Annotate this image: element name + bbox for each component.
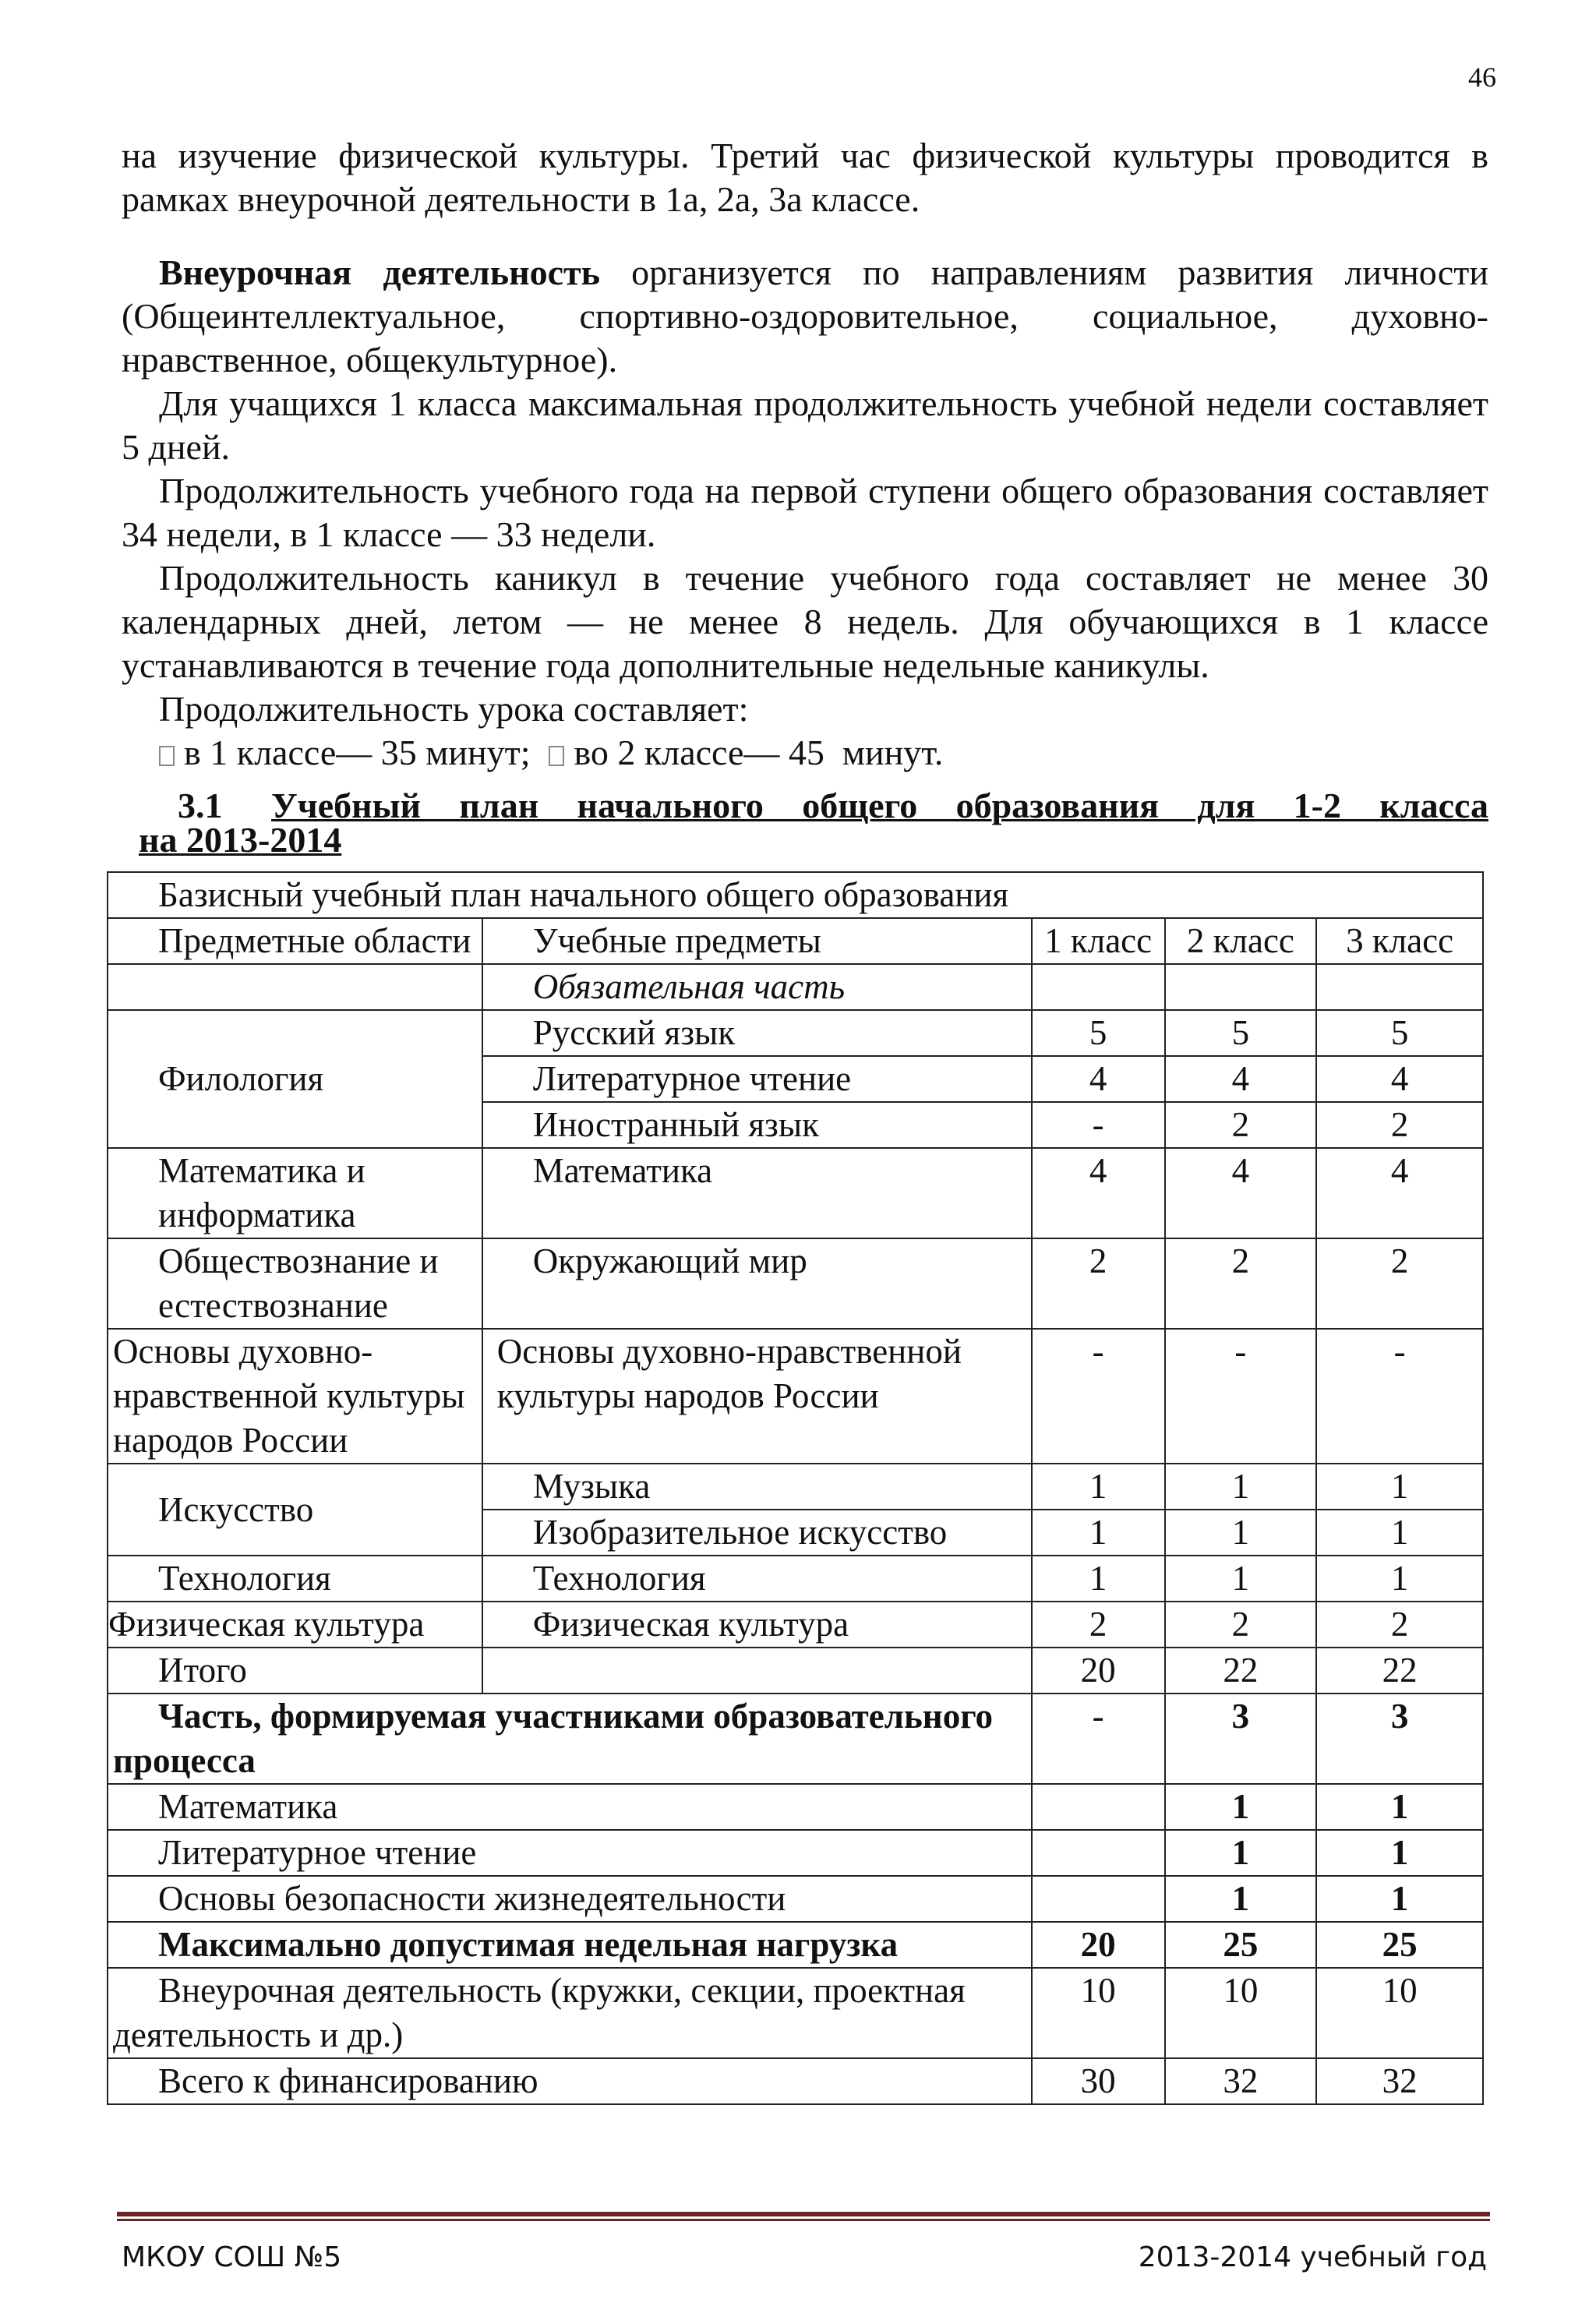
value-cell: 1 <box>1032 1556 1165 1602</box>
subject-cell: Окружающий мир <box>482 1238 1032 1329</box>
subject-cell: Математика <box>482 1148 1032 1238</box>
bullet-text: в 1 классе— 35 минут; <box>184 733 531 772</box>
funding-label: Всего к финансированию <box>108 2058 1032 2104</box>
table-row <box>108 1830 1483 1876</box>
footer-year: 2013-2014 учебный год <box>1138 2241 1487 2273</box>
value-cell: 3 <box>1165 1694 1317 1784</box>
subject-cell: Музыка <box>482 1464 1032 1510</box>
value-cell: 2 <box>1165 1238 1317 1329</box>
table-header-row <box>108 918 1483 964</box>
table-row <box>108 1010 1483 1056</box>
section-number: 3.1 <box>178 786 223 825</box>
value-cell: 2 <box>1032 1238 1165 1329</box>
table-row <box>108 1238 1483 1329</box>
value-cell: 10 <box>1032 1968 1165 2058</box>
value-cell: 1 <box>1165 1876 1317 1922</box>
value-cell: 4 <box>1165 1056 1317 1102</box>
table-row <box>108 1968 1483 2058</box>
value-cell: 10 <box>1316 1968 1483 2058</box>
subject-cell: Физическая культура <box>482 1602 1032 1648</box>
value-cell: 5 <box>1316 1010 1483 1056</box>
value-cell: 32 <box>1165 2058 1317 2104</box>
table-row <box>108 1648 1483 1694</box>
subject-cell: Основы духовно-нравственной культуры народов России <box>482 1329 1032 1464</box>
value-cell: 20 <box>1032 1922 1165 1968</box>
paragraph: на изучение физической культуры. Третий час физической культуры проводится в рамках внеурочной деятельности в 1а, 2а, 3а классе. <box>122 136 1488 219</box>
area-cell: Технология <box>108 1556 482 1602</box>
value-cell: 1 <box>1165 1784 1317 1830</box>
value-cell: - <box>1032 1694 1165 1784</box>
table-row <box>108 1876 1483 1922</box>
area-cell: Математика и информатика <box>108 1148 482 1238</box>
value-cell: - <box>1032 1329 1165 1464</box>
value-cell: 32 <box>1316 2058 1483 2104</box>
table-row <box>108 1464 1483 1510</box>
value-cell: 1 <box>1165 1830 1317 1876</box>
value-cell: 1 <box>1316 1830 1483 1876</box>
subject-cell: Основы безопасности жизнедеятельности <box>108 1876 1032 1922</box>
value-cell: 2 <box>1316 1238 1483 1329</box>
value-cell: 2 <box>1316 1602 1483 1648</box>
value-cell: 22 <box>1316 1648 1483 1694</box>
subject-cell: Литературное чтение <box>108 1830 1032 1876</box>
footer-school: МКОУ СОШ №5 <box>122 2241 342 2273</box>
area-cell: Основы духовно-нравственной культуры народов России <box>108 1329 482 1464</box>
checkbox-bullet-icon <box>159 746 175 766</box>
part-label: Часть, формируемая участниками образовательного процесса <box>108 1694 1032 1784</box>
paragraph-text: организуется по направлениям развития личности (Общеинтеллектуальное, спортивно-оздоровительное, социальное, духовно-нравственное, общекультурное). <box>122 253 1489 380</box>
value-cell <box>1032 1876 1165 1922</box>
table-row <box>108 1784 1483 1830</box>
area-cell: Физическая культура <box>108 1602 482 1648</box>
bullet-line <box>122 731 1488 775</box>
value-cell: 25 <box>1165 1922 1317 1968</box>
section-heading <box>139 786 1488 860</box>
value-cell: 1 <box>1316 1464 1483 1510</box>
value-cell: 5 <box>1165 1010 1317 1056</box>
value-cell: 1 <box>1165 1510 1317 1556</box>
value-cell: 4 <box>1316 1148 1483 1238</box>
bold-term: Внеурочная деятельность <box>159 253 600 292</box>
value-cell <box>1032 1784 1165 1830</box>
subject-cell: Иностранный язык <box>482 1102 1032 1148</box>
value-cell: 2 <box>1165 1602 1317 1648</box>
table-row <box>108 872 1483 918</box>
table-row <box>108 1148 1483 1238</box>
value-cell: 1 <box>1032 1464 1165 1510</box>
subject-cell: Литературное чтение <box>482 1056 1032 1102</box>
table-caption: Базисный учебный план начального общего образования <box>108 872 1483 918</box>
value-cell: 1 <box>1165 1464 1317 1510</box>
value-cell: 1 <box>1316 1876 1483 1922</box>
table-row <box>108 1694 1483 1784</box>
page-number: 46 <box>1468 62 1496 93</box>
footer-divider <box>117 2212 1490 2216</box>
paragraph: Продолжительность урока составляет: <box>159 689 749 729</box>
value-cell: - <box>1316 1329 1483 1464</box>
value-cell: 22 <box>1165 1648 1317 1694</box>
area-cell: Филология <box>108 1010 482 1148</box>
value-cell: 5 <box>1032 1010 1165 1056</box>
subject-cell: Математика <box>108 1784 1032 1830</box>
table-row <box>108 964 1483 1010</box>
header-area: Предметные области <box>108 918 482 964</box>
body-text <box>122 134 1488 775</box>
area-cell: Обществознание и естествознание <box>108 1238 482 1329</box>
mandatory-part-label: Обязательная часть <box>482 964 1032 1010</box>
value-cell: 30 <box>1032 2058 1165 2104</box>
value-cell: 1 <box>1032 1510 1165 1556</box>
max-load-label: Максимально допустимая недельная нагрузка <box>108 1922 1032 1968</box>
area-cell: Искусство <box>108 1464 482 1556</box>
table-row <box>108 2058 1483 2104</box>
header-grade-2: 2 класс <box>1165 918 1317 964</box>
value-cell: 25 <box>1316 1922 1483 1968</box>
section-title: Учебный план начального общего образования для 1-2 класса <box>271 786 1488 825</box>
paragraph <box>122 251 1488 382</box>
value-cell: 2 <box>1165 1102 1317 1148</box>
total-label: Итого <box>108 1648 482 1694</box>
value-cell: 4 <box>1032 1148 1165 1238</box>
value-cell: 4 <box>1032 1056 1165 1102</box>
subject-cell: Русский язык <box>482 1010 1032 1056</box>
subject-cell: Изобразительное искусство <box>482 1510 1032 1556</box>
value-cell: 1 <box>1165 1556 1317 1602</box>
value-cell: 1 <box>1316 1556 1483 1602</box>
table-row <box>108 1602 1483 1648</box>
section-title-cont: на 2013-2014 <box>139 820 342 860</box>
table-row <box>108 1922 1483 1968</box>
value-cell: 20 <box>1032 1648 1165 1694</box>
table-row <box>108 1329 1483 1464</box>
paragraph: Продолжительность учебного года на первой ступени общего образования составляет 34 недели, в 1 классе — 33 недели. <box>122 471 1488 554</box>
value-cell: 4 <box>1165 1148 1317 1238</box>
value-cell: 4 <box>1316 1056 1483 1102</box>
value-cell: 3 <box>1316 1694 1483 1784</box>
checkbox-bullet-icon <box>549 746 564 766</box>
value-cell: 2 <box>1316 1102 1483 1148</box>
bullet-text: во 2 классе— 45 минут. <box>574 733 944 772</box>
header-grade-1: 1 класс <box>1032 918 1165 964</box>
value-cell: - <box>1165 1329 1317 1464</box>
header-grade-3: 3 класс <box>1316 918 1483 964</box>
value-cell: 10 <box>1165 1968 1317 2058</box>
header-subject: Учебные предметы <box>482 918 1032 964</box>
value-cell: 2 <box>1032 1602 1165 1648</box>
value-cell: 1 <box>1316 1510 1483 1556</box>
value-cell <box>1032 1830 1165 1876</box>
value-cell: 1 <box>1316 1784 1483 1830</box>
curriculum-table <box>107 871 1484 2105</box>
value-cell: - <box>1032 1102 1165 1148</box>
footer-divider <box>117 2219 1490 2221</box>
paragraph: Для учащихся 1 класса максимальная продолжительность учебной недели составляет 5 дней. <box>122 383 1488 467</box>
subject-cell: Технология <box>482 1556 1032 1602</box>
table-row <box>108 1556 1483 1602</box>
extra-label: Внеурочная деятельность (кружки, секции, проектная деятельность и др.) <box>108 1968 1032 2058</box>
paragraph: Продолжительность каникул в течение учебного года составляет не менее 30 календарных дней, летом — не менее 8 недель. Для обучающихся в 1 классе устанавливаются в течение года дополнительные недельные каникулы. <box>122 558 1488 685</box>
